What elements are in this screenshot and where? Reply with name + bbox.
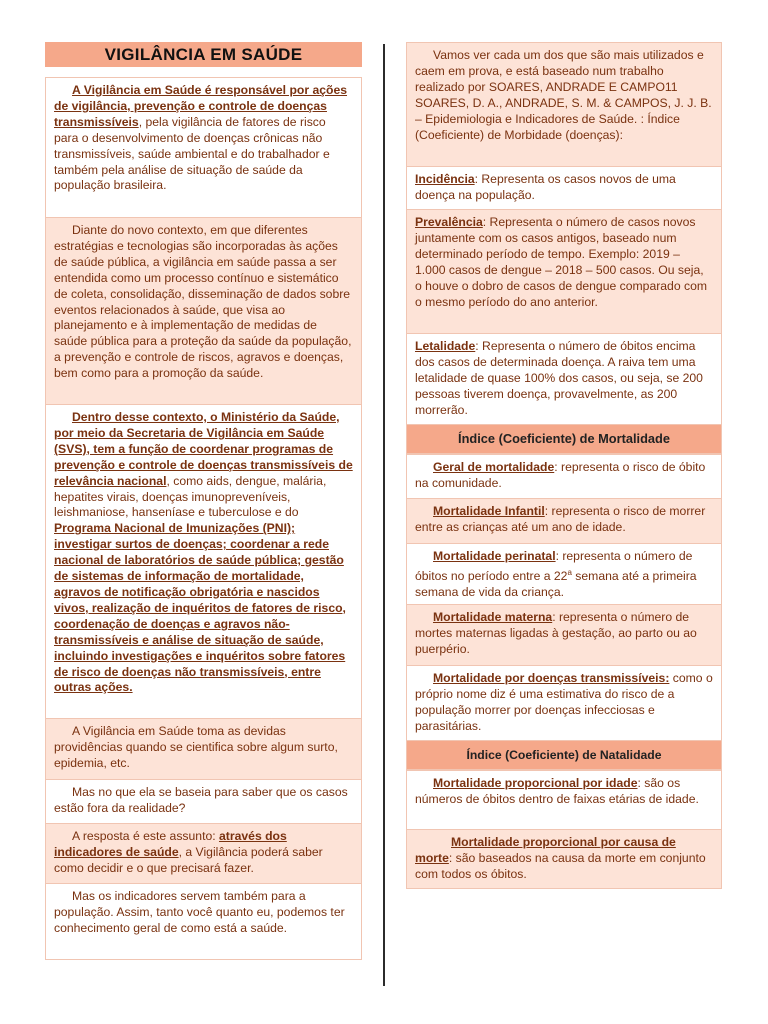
left-column — [45, 42, 362, 960]
section-head-natalidade: Índice (Coeficiente) de Natalidade — [406, 741, 722, 770]
paragraph-providencias: A Vigilância em Saúde toma as devidas providências quando se cientifica sobre algum surto, epidemia, etc. — [45, 719, 362, 780]
paragraph-ministerio-saude: Dentro desse contexto, o Ministério da Saúde, por meio da Secretaria de Vigilância em Saúde (SVS), tem a função de coordenar programas de prevenção e controle de doenças transmissíveis de relevância nacional, como aids, dengue, malária, hepatites virais, doenças imunopreveníveis, leishmaniose, hanseníase e tuberculose e do Programa Nacional de Imunizações (PNI); investigar surtos de doenças; coordenar a rede nacional de laboratórios de saúde pública; gestão de sistemas de informação de mortalidade, agravos de notificação obrigatória e nascidos vivos, realização de inquéritos de fatores de risco, coordenação de doenças e agravos não-transmissíveis e análise de situação de saúde, incluindo investigações e inquéritos sobre fatores de risco de doenças não transmissíveis, entre outras ações. — [45, 405, 362, 719]
item-incidencia: Incidência: Representa os casos novos de uma doença na população. — [406, 167, 722, 210]
section-head-mortalidade: Índice (Coeficiente) de Mortalidade — [406, 425, 722, 454]
column-divider — [383, 44, 385, 986]
right-column — [406, 42, 722, 889]
paragraph-intro-indicadores: Vamos ver cada um dos que são mais utilizados e caem em prova, e está baseado num trabalho realizado por SOARES, ANDRADE E CAMPO11 SOARES, D. A., ANDRADE, S. M. & CAMPOS, J. J. B. – Epidemiologia e Indicadores de Saúde. : Índice (Coeficiente) de Morbidade (doenças): — [406, 42, 722, 167]
item-mortalidade-transmissiveis: Mortalidade por doenças transmissíveis: como o próprio nome diz é uma estimativa do risco de a população morrer por doenças infecciosas e parasitárias. — [406, 666, 722, 741]
item-letalidade: Letalidade: Representa o número de óbitos encima dos casos de determinada doença. A raiva tem uma letalidade de quase 100% dos casos, ou seja, se 200 pessoas tiverem doença, provavelmente, as 200 morrerão. — [406, 334, 722, 425]
item-mortalidade-infantil: Mortalidade Infantil: representa o risco de morrer entre as crianças até um ano de idade. — [406, 499, 722, 544]
paragraph-novo-contexto: Diante do novo contexto, em que diferentes estratégias e tecnologias são incorporadas às ações de saúde pública, a vigilância em saúde passa a ser entendida como um processo contínuo e sistemático de coleta, consolidação, disseminação de dados sobre eventos relacionados à saúde, que visa ao planejamento e à implementação de medidas de saúde pública para a proteção da saúde da população, a prevenção e controle de riscos, agravos e doenças, bem como para a promoção da saúde. — [45, 218, 362, 405]
paragraph-resposta: A resposta é este assunto: através dos indicadores de saúde, a Vigilância poderá saber como decidir e o que precisará fazer. — [45, 824, 362, 884]
item-mortalidade-idade: Mortalidade proporcional por idade: são os números de óbitos dentro de faixas etárias de idade. — [406, 770, 722, 830]
paragraph-pergunta: Mas no que ela se baseia para saber que os casos estão fora da realidade? — [45, 780, 362, 824]
item-mortalidade-perinatal: Mortalidade perinatal: representa o número de óbitos no período entre a 22$^a$ semana até a primeira semana de vida da criança. — [406, 544, 722, 605]
item-mortalidade-materna: Mortalidade materna: representa o número de mortes maternas ligadas à gestação, ao parto ou ao puerpério. — [406, 605, 722, 666]
page-title: VIGILÂNCIA EM SAÚDE — [45, 42, 362, 67]
item-mortalidade-causa: Mortalidade proporcional por causa de morte: são baseados na causa da morte em conjunto com todos os óbitos. — [406, 830, 722, 889]
paragraph-indicadores-populacao: Mas os indicadores servem também para a população. Assim, tanto você quanto eu, podemos ter conhecimento geral de como está a saúde. — [45, 884, 362, 960]
item-prevalencia: Prevalência: Representa o número de casos novos juntamente com os casos antigos, baseado num determinado período de tempo. Exemplo: 2019 – 1.000 casos de dengue – 2018 – 500 casos. Ou seja, o houve o dobro de casos de dengue comparado com o mesmo período do ano anterior. — [406, 210, 722, 334]
item-geral-mortalidade: Geral de mortalidade: representa o risco de óbito na comunidade. — [406, 454, 722, 499]
paragraph-vigilancia-definicao: A Vigilância em Saúde é responsável por ações de vigilância, prevenção e controle de doenças transmissíveis, pela vigilância de fatores de risco para o desenvolvimento de doenças crônicas não transmissíveis, saúde ambiental e do trabalhador e também pela análise de situação de saúde da população brasileira. — [45, 77, 362, 218]
